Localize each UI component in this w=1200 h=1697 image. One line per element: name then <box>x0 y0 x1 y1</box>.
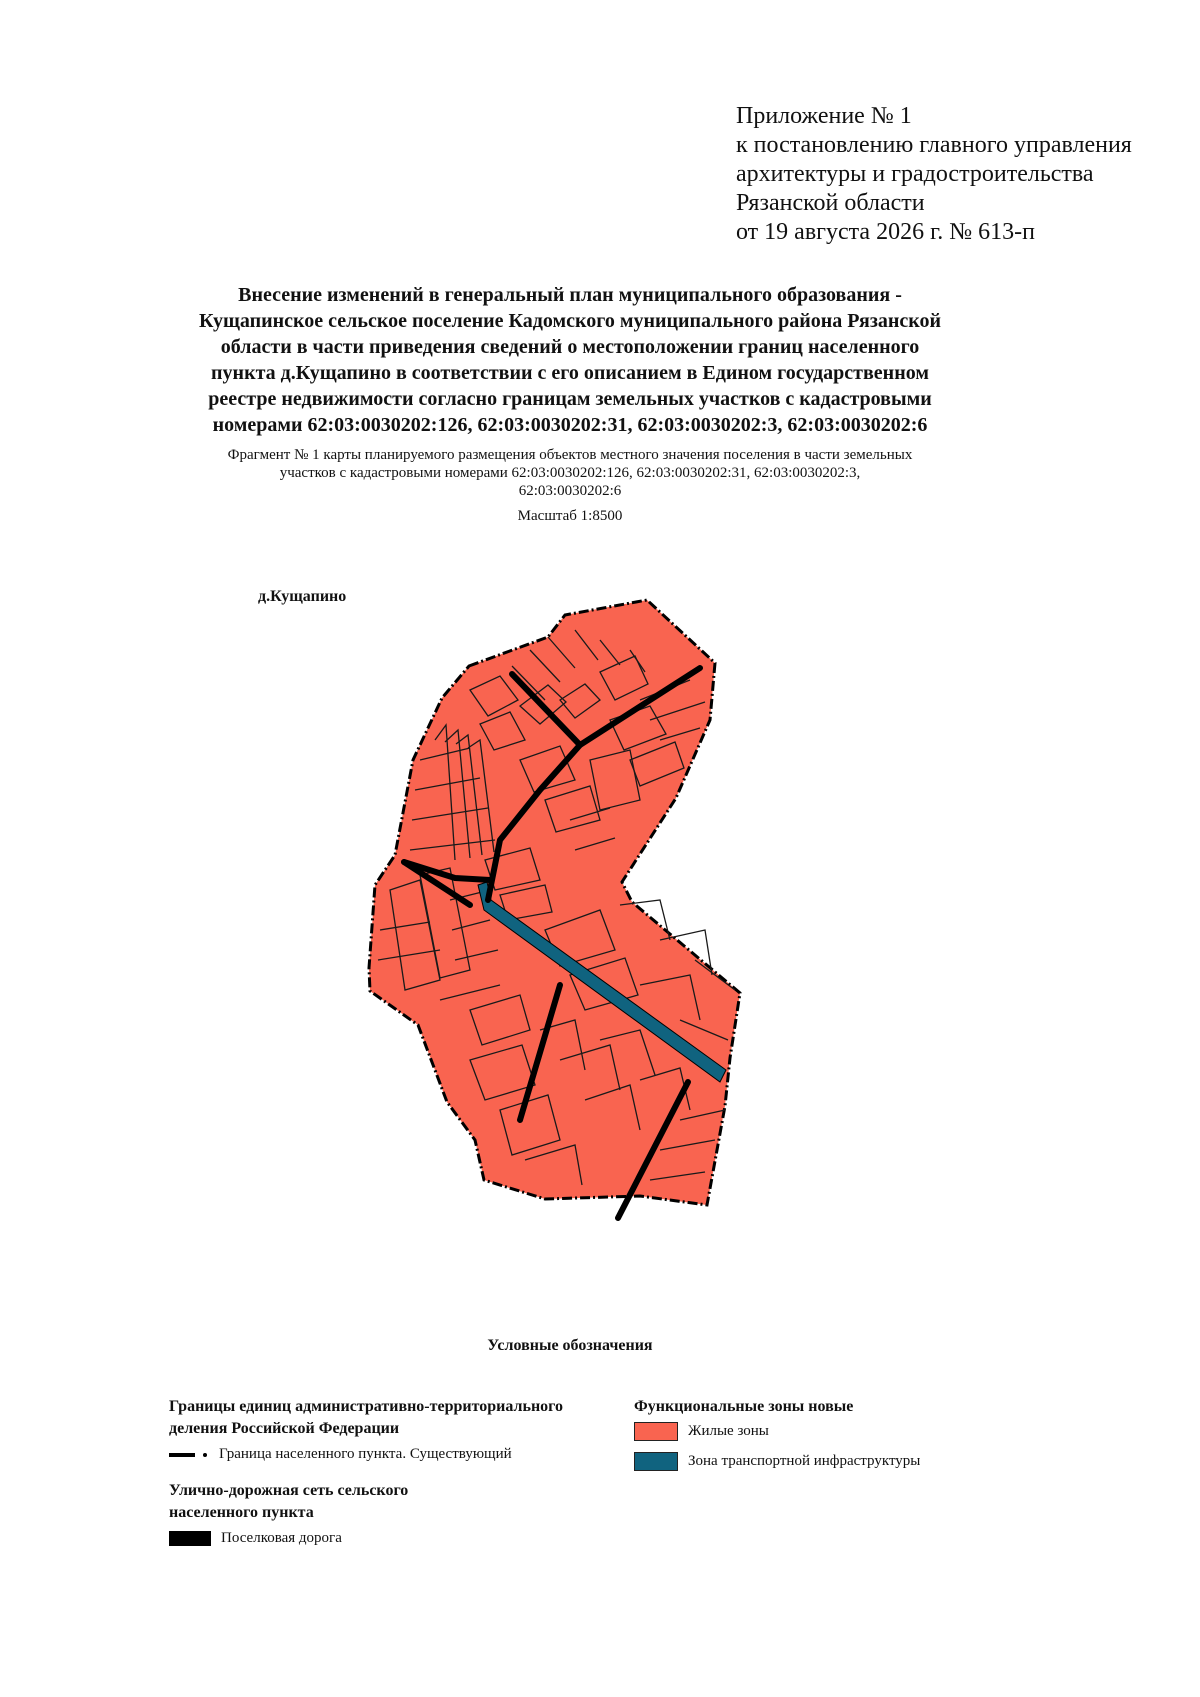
legend-residential-label: Жилые зоны <box>688 1423 769 1439</box>
title-line: номерами 62:03:0030202:126, 62:03:0030202:31, 62:03:0030202:3, 62:03:0030202:6 <box>212 414 928 436</box>
legend-heading-line: Границы единиц административно-территориального <box>169 1398 564 1415</box>
legend-heading-line: населенного пункта <box>169 1504 314 1521</box>
title-line: Кущапинское сельское поселение Кадомского муниципального района Рязанской <box>198 310 942 332</box>
legend-residential-item <box>634 1422 769 1441</box>
appendix-line: от 19 августа 2026 г. № 613-п <box>736 219 1035 245</box>
legend-boundaries-heading <box>169 1396 563 1440</box>
residential-swatch <box>634 1422 678 1441</box>
road-swatch <box>169 1531 211 1546</box>
appendix-line: Рязанской области <box>736 190 925 216</box>
title-line: Внесение изменений в генеральный план муниципального образования - <box>238 284 902 306</box>
fragment-line: Фрагмент № 1 карты планируемого размещения объектов местного значения поселения в части земельных <box>227 447 913 463</box>
appendix-line: архитектуры и градостроительства <box>736 161 1094 187</box>
appendix-line: к постановлению главного управления <box>736 132 1132 158</box>
settlement-label: д.Кущапино <box>258 588 347 605</box>
legend-boundary-label: Граница населенного пункта. Существующий <box>219 1446 512 1462</box>
fragment-line: участков с кадастровыми номерами 62:03:0030202:126, 62:03:0030202:31, 62:03:0030202:3, <box>279 465 861 481</box>
legend-transport-label: Зона транспортной инфраструктуры <box>688 1453 921 1469</box>
legend-title: Условные обозначения <box>487 1337 653 1354</box>
legend-zones-heading: Функциональные зоны новые <box>634 1398 854 1415</box>
title-line: реестре недвижимости согласно границам земельных участков с кадастровыми <box>208 388 932 410</box>
scale-label: Масштаб 1:8500 <box>517 508 623 524</box>
boundary-dot-swatch <box>203 1453 207 1457</box>
title-line: пункта д.Кущапино в соответствии с его описанием в Едином государственном <box>211 362 929 384</box>
legend-road-label: Поселковая дорога <box>221 1530 342 1546</box>
appendix-line: Приложение № 1 <box>736 103 912 129</box>
fragment-line: 62:03:0030202:6 <box>518 483 622 499</box>
legend-boundary-item <box>169 1446 512 1463</box>
legend-heading-line: деления Российской Федерации <box>169 1420 400 1437</box>
title-line: области в части приведения сведений о местоположении границ населенного <box>220 336 920 358</box>
legend-heading-line: Улично-дорожная сеть сельского <box>169 1482 409 1499</box>
transport-swatch <box>634 1452 678 1471</box>
boundary-line-swatch <box>169 1453 195 1457</box>
legend-road-item <box>169 1530 342 1547</box>
legend-roads-heading <box>169 1480 408 1524</box>
legend-transport-item <box>634 1452 920 1471</box>
